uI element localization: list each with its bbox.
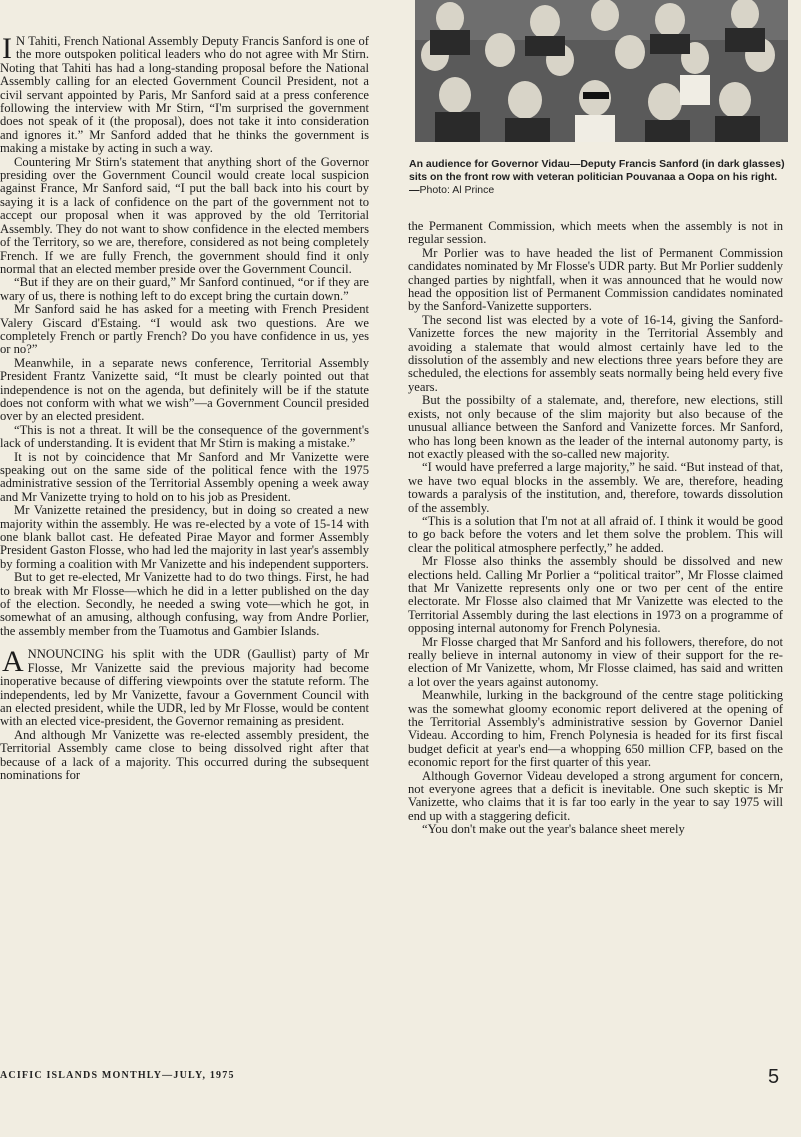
caption-text: An audience for Governor Vidau—Deputy Francis Sanford (in dark glasses) sits on the front row with veteran politician Pouvanaa a Oopa on his right.—	[409, 158, 785, 196]
paragraph: Meanwhile, lurking in the background of the centre stage politicking was the somewhat gloomy economic report delivered at the opening of the Territorial Assembly's administrative session by Governor Daniel Videau. According to him, French Polynesia is headed for its first fiscal budget deficit at year's end—a whopping 650 million CFP, based on the economic report for the first quarter of this year.	[408, 688, 783, 770]
photo-credit: Photo: Al Prince	[419, 184, 495, 196]
paragraph: “I would have preferred a large majority,” he said. “But instead of that, we have two equal blocks in the assembly. We are, therefore, heading towards a paralysis of the institution, and, therefore, towards dissolution of the assembly.	[408, 460, 783, 515]
paragraph: “This is not a threat. It will be the consequence of the government's lack of understanding. It is evident that Mr Stirn is making a mistake.”	[0, 422, 369, 451]
paragraph: And although Mr Vanizette was re-elected assembly president, the Territorial Assembly came close to being dissolved right after that because of a lack of a majority. This occurred during the subsequent nominations for	[0, 727, 369, 782]
paragraph: Mr Porlier was to have headed the list of Permanent Commission candidates nominated by Mr Flosse's UDR party. But Mr Porlier suddenly changed parties by nightfall, when it was announced that he would now head the opposition list of Permanent Commission candidates nominated by the Sanford-Vanizette supporters.	[408, 245, 783, 314]
paragraph: Mr Sanford said he has asked for a meeting with French President Valery Giscard d'Estaing. “I would ask two questions. Are we completely French or partly French? Do you have confidence in us, yes or no?”	[0, 302, 369, 357]
page-number: 5	[768, 1066, 780, 1088]
photo-caption	[409, 158, 785, 197]
paragraph: Meanwhile, in a separate news conference, Territorial Assembly President Frantz Vanizette said, “It must be clearly pointed out that independence is not on the agenda, but definitely will be if the statute does not conform with what we wish”—a Government Council presided over by an elected president.	[0, 355, 369, 424]
paragraph: Mr Flosse charged that Mr Sanford and his followers, therefore, do not really believe in internal autonomy in view of their support for the re-election of Mr Vanizette, whom, Mr Flosse claimed, has said and written a lot over the years against autonomy.	[408, 634, 783, 689]
paragraph: Although Governor Videau developed a strong argument for concern, not everyone agrees that a deficit is inevitable. One such skeptic is Mr Vanizette, who claims that it is far too early in the year to say 1975 will end up with a staggering deficit.	[408, 768, 783, 823]
paragraph: “You don't make out the year's balance sheet merely	[422, 822, 685, 837]
paragraph: But to get re-elected, Mr Vanizette had to do two things. First, he had to break with Mr Flosse—which he did in a letter published on the day of the election. Secondly, he needed a swing vote—which he got, in somewhat of an amusing, although confusing, way from Andre Porlier, the assembly member from the Tuamotus and Gambier Islands.	[0, 570, 369, 638]
right-column	[408, 220, 783, 837]
news-photo	[415, 0, 788, 142]
paragraph: “But if they are on their guard,” Mr Sanford continued, “or if they are wary of us, there is nothing left to do except bring the curtain down.”	[0, 275, 369, 303]
page-footer: ACIFIC ISLANDS MONTHLY—JULY, 1975	[0, 1070, 235, 1081]
paragraph: ANNOUNCING his split with the UDR (Gaullist) party of Mr Flosse, Mr Vanizette said the previous majority had become inoperative because of differing viewpoints over the statute reform. The independents, led by Mr Vanizette, favour a Government Council with an elected president, while the UDR, led by Mr Flosse, would be content with an elected vice-president, the Governor remaining as president.	[0, 645, 369, 729]
left-column	[0, 32, 369, 782]
paragraph: Mr Vanizette retained the presidency, but in doing so created a new majority within the assembly. He was re-elected by a vote of 15-14 with one blank ballot cast. He defeated Pirae Mayor and former Assembly President Gaston Flosse, who had led the majority in last year's assembly by forming a coalition with Mr Vanizette and his independent supporters.	[0, 503, 369, 571]
paragraph: the Permanent Commission, which meets when the assembly is not in regular session.	[408, 219, 783, 247]
photo-illustration	[415, 0, 788, 142]
drop-cap: A	[2, 645, 24, 679]
paragraph: Mr Flosse also thinks the assembly should be dissolved and new elections held. Calling Mr Porlier a “political traitor”, Mr Flosse claimed that Mr Vanizette represents only one or two per cent of the entire electorate. Mr Flosse also claimed that Mr Vanizette was elected to the Territorial Assembly during the last elections in 1973 on a programme of opposing internal autonomy for French Polynesia.	[408, 554, 783, 636]
drop-cap: I	[2, 32, 12, 65]
paragraph: It is not by coincidence that Mr Sanford and Mr Vanizette were speaking out on the same side of the political fence with the 1975 administrative session of the Territorial Assembly opening a week away and Mr Vanizette trying to hold on to his job as President.	[0, 449, 369, 504]
paragraph: The second list was elected by a vote of 16-14, giving the Sanford-Vanizette forces the new majority in the Territorial Assembly and avoiding a stalemate that would almost certainly have led to the dissolution of the assembly and new elections three years before they are scheduled, the elections for assembly seats normally being held every five years.	[408, 312, 783, 394]
paragraph: Countering Mr Stirn's statement that anything short of the Governor presiding over the Government Council would create local suspicion against France, Mr Sanford said, “I put the ball back into his court by saying it is a lack of confidence on the part of the government not to accept our proposal when it was approved by the old Territorial Assembly. They do not want to show confidence in the elected members of the Territory, so we are, therefore, considered as not being completely French. If we are fully French, the government should find it only normal that an elected member preside over the Government Council.	[0, 154, 369, 276]
paragraph: But the possibilty of a stalemate, and, therefore, new elections, still exists, not only because of the slim majority but also because of the unusual alliance between the Sanford and Vanizette forces. Mr Sanford, who has long been known as the leader of the internal autonomy party, is not exactly pleased with the so-called new majority.	[408, 393, 783, 461]
paragraph: I N Tahiti, French National Assembly Deputy Francis Sanford is one of the more outspoken political leaders who do not agree with Mr Stirn. Noting that Tahiti has had a long-standing proposal before the National Assembly calling for an elected Government Council President, not a civil servant appointed by Paris, Mr Sanford said at a press conference following the interview with Mr Stirn, “I'm surprised the government does not speak of it (the proposal), does not take it into consideration and ignores it.” Mr Sanford added that he thinks the government is making a mistake by acting in such a way.	[0, 32, 369, 156]
paragraph: “This is a solution that I'm not at all afraid of. I think it would be good to go back before the voters and let them solve the problem. This will clear the political atmosphere perfectly,” he added.	[408, 513, 783, 555]
